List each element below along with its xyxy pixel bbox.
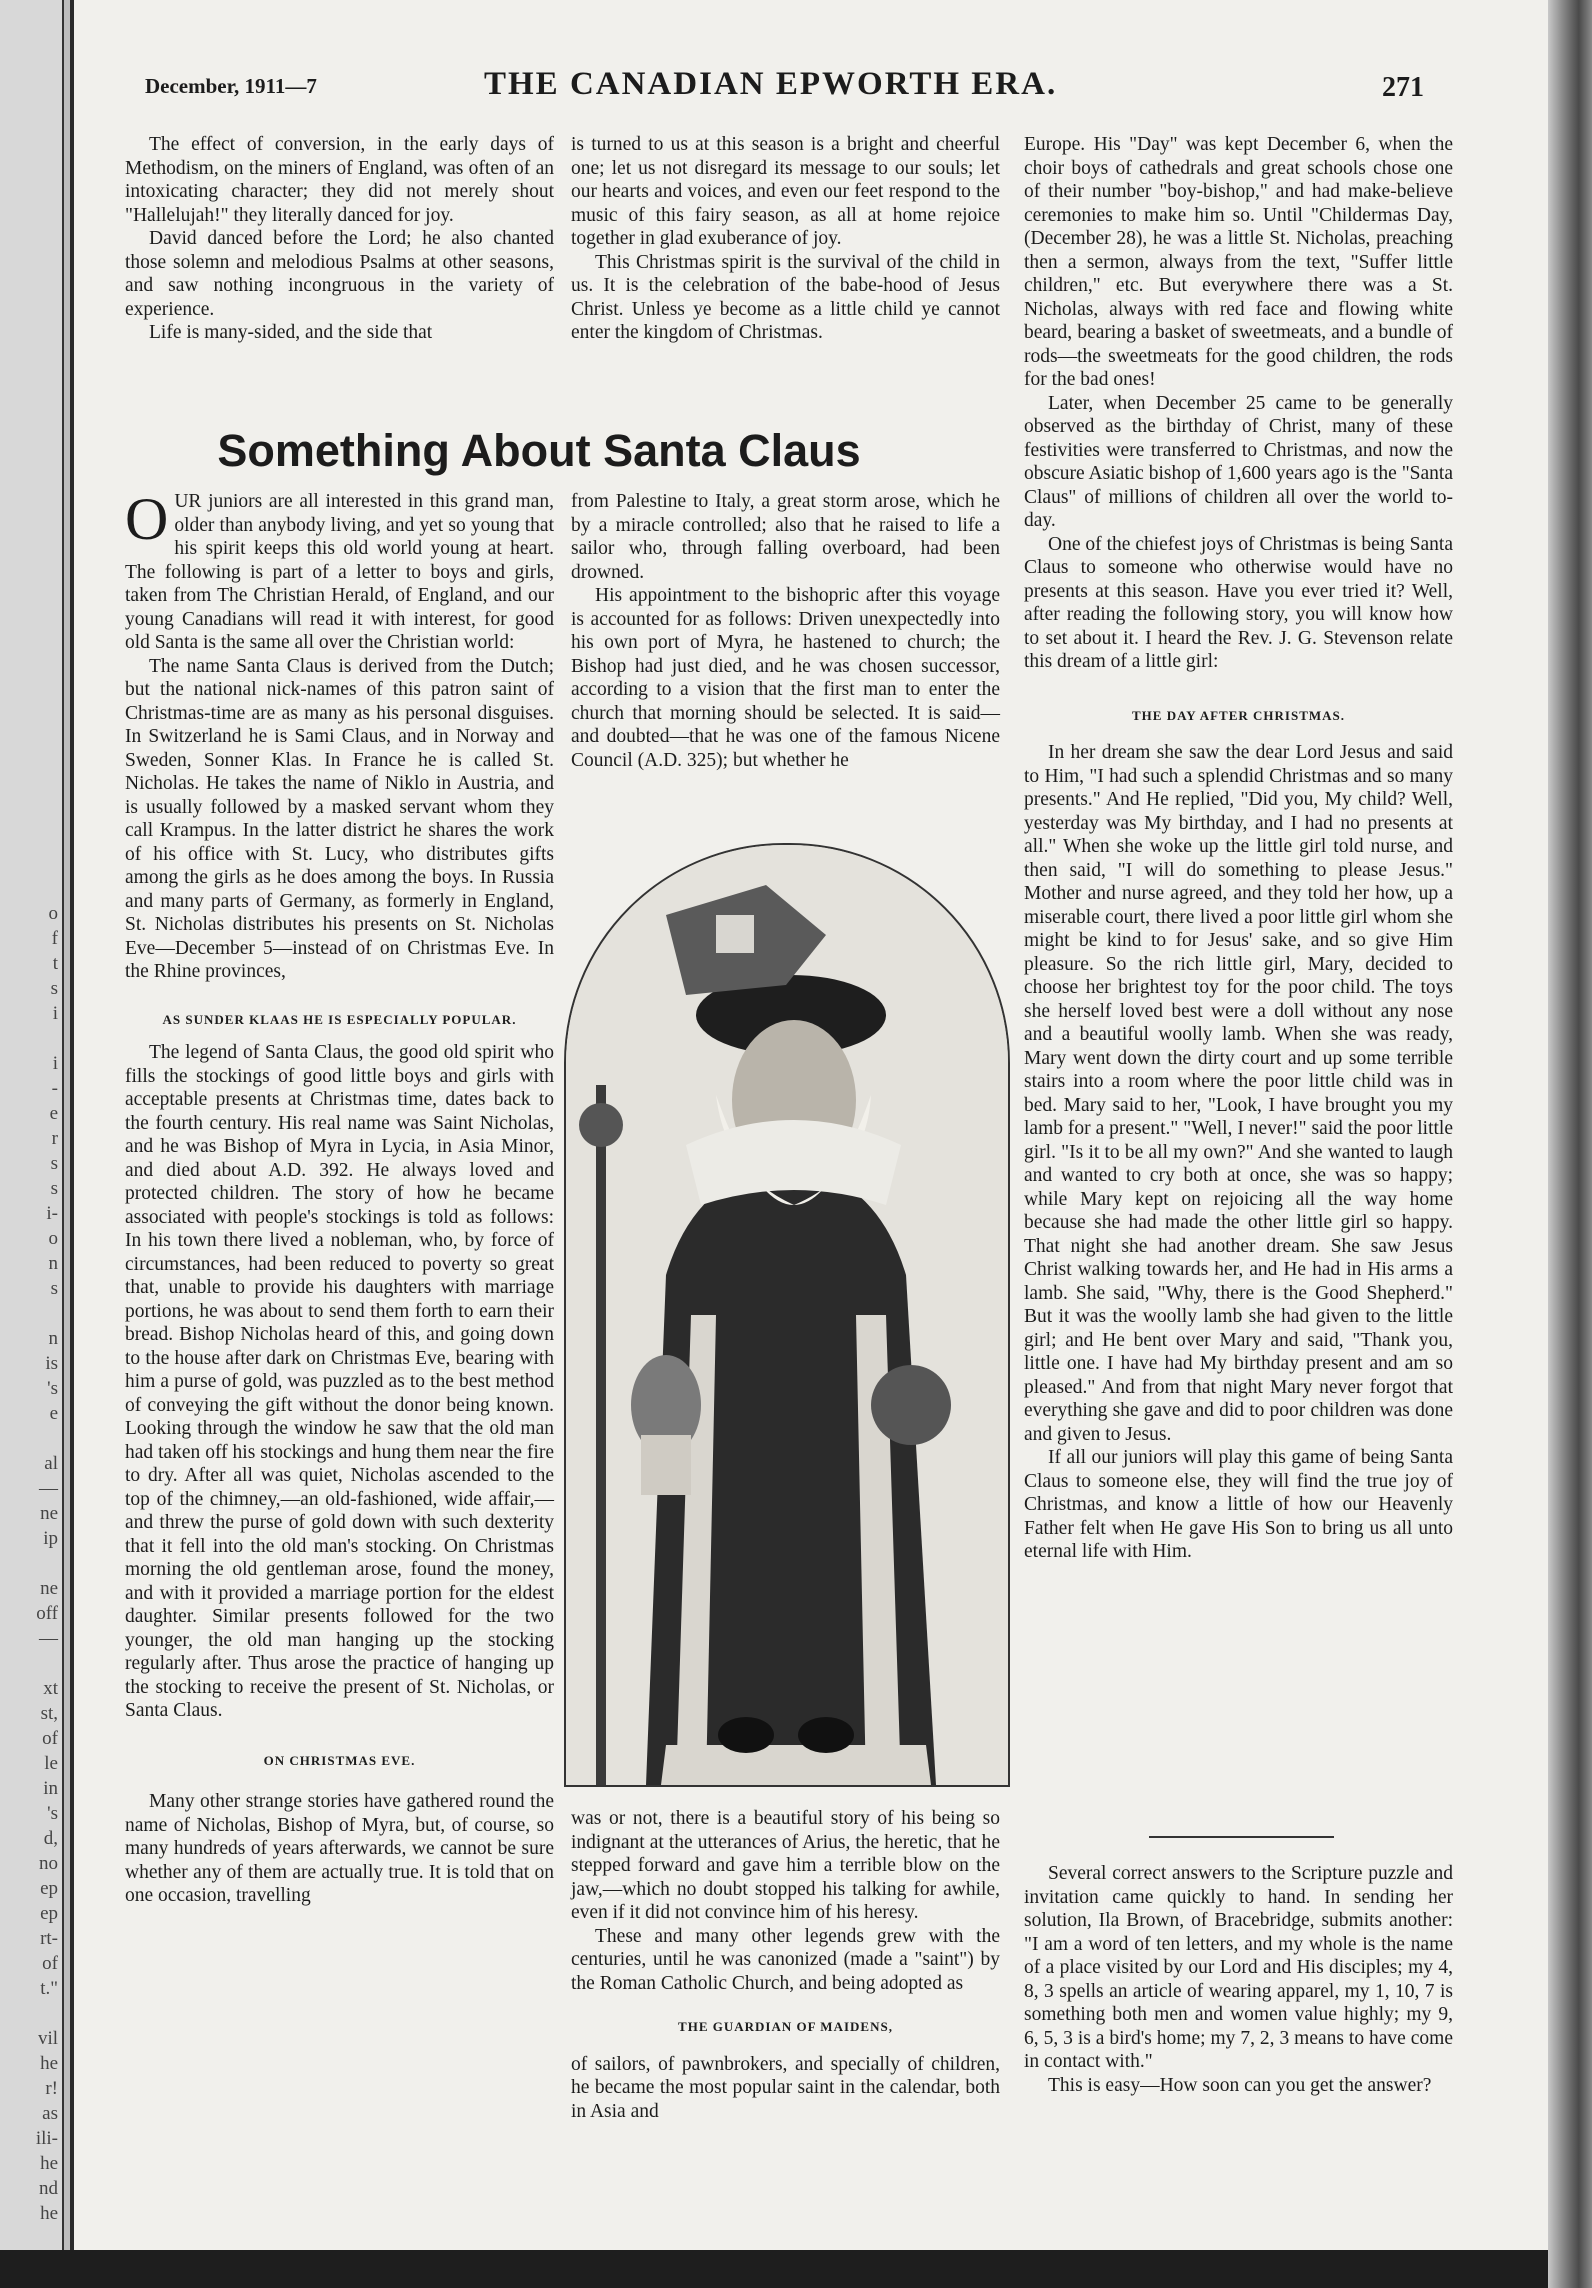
previous-page-fragment: he <box>40 2153 58 2174</box>
previous-page-fragment: ne <box>40 1578 58 1599</box>
column-1-article <box>125 486 554 1908</box>
previous-page-fragment: in <box>43 1778 58 1799</box>
column-3-puzzle <box>1024 1862 1453 2097</box>
previous-page-fragment: n <box>48 1253 58 1274</box>
previous-page-fragment: s <box>50 1278 58 1299</box>
paragraph: This is easy—How soon can you get the answer? <box>1048 2074 1432 2096</box>
previous-page-fragment: r! <box>45 2078 58 2099</box>
previous-page-fragment: xt <box>43 1678 58 1699</box>
page-binding <box>1548 0 1592 2288</box>
previous-page-fragment: 's <box>47 1803 58 1824</box>
paragraph: Many other strange stories have gathered round the name of Nicholas, Bishop of Myra, but, of course, so many hundreds of years afterwards, we cannot be sure whether any of them are actually true. It is told that on one occasion, travelling <box>125 1791 554 1906</box>
scan-border <box>0 2250 1548 2288</box>
previous-page-fragment: he <box>40 2203 58 2224</box>
previous-page-fragment: off <box>36 1603 58 1624</box>
previous-page-fragment: o <box>48 1228 58 1249</box>
column-2-article-continued <box>571 1807 1000 2123</box>
previous-page-fragment: i <box>52 1053 58 1074</box>
column-2-top <box>571 133 1000 345</box>
running-header <box>74 66 1552 110</box>
previous-page-fragment: le <box>44 1753 58 1774</box>
paragraph: from Palestine to Italy, a great storm arose, which he by a miracle controlled; also that he raised to life a sailor who, through falling overboard, had been drowned. <box>571 491 1000 583</box>
paragraph: Several correct answers to the Scripture puzzle and invitation came quickly to hand. In sending her solution, Ila Brown, of Bracebridge, submits another: "I am a word of ten letters, and my whole is the name of a place visited by our Lord and His disciples; my 4, 8, 3 spells an article of wearing apparel, my 1, 10, 7 is something both men and women value highly; my 9, 6, 5, 3 is a bird's home; my 7, 2, 3 means to have come in contact with." <box>1024 1863 1453 2072</box>
paragraph: is turned to us at this season is a bright and cheerful one; let us not disregard its message to our souls; let our hearts and voices, and even our feet respond to the music of this fairy season, as all at home rejoice together in glad exuberance of joy. <box>571 134 1000 249</box>
previous-page-fragment: is <box>45 1353 58 1374</box>
subheading: ON CHRISTMAS EVE. <box>263 1752 416 1768</box>
magazine-page <box>70 0 1552 2288</box>
previous-page-fragment: f <box>51 928 58 949</box>
previous-page-fragment: ip <box>43 1528 58 1549</box>
paragraph: Later, when December 25 came to be generally observed as the birthday of Christ, many of these festivities were transferred to Christmas, and now the obscure Asiatic bishop of 1,600 years ago is the "Santa Claus" of millions of children all over the world to-day. <box>1024 392 1453 531</box>
previous-page-fragment: ep <box>40 1878 58 1899</box>
previous-page-fragment: al <box>44 1453 58 1474</box>
previous-page-fragment: as <box>42 2103 58 2124</box>
previous-page-fragment: i <box>52 1003 58 1024</box>
paragraph: One of the chiefest joys of Christmas is being Santa Claus to someone who otherwise would have no presents at this season. Have you ever tried it? Well, after reading the following story, you will know how to set about it. I heard the Rev. J. G. Stevenson relate this dream of a little girl: <box>1024 533 1453 672</box>
previous-page-fragment: of <box>42 1728 58 1749</box>
paragraph: In her dream she saw the dear Lord Jesus and said to Him, "I had such a splendid Christmas and so many presents." And He replied, "Did you, My child? Well, yesterday was My birthday, and I had no presents at all." When she woke up the little girl told nurse, and then said, "I will do something to please Jesus." Mother and nurse agreed, and they told her how, up a miserable court, there lived a poor little girl whom she might be kind to for Jesus' sake, and so give Him pleasure. So the rich little girl, Mary, decided to choose her brightest toy for the poor child. The toys she herself loved best were a doll without any nose and a beautiful woolly lamb. When she was ready, Mary went down the dirty court and up some terrible stairs into a room where the poor little child was in bed. Mary said to her, "Look, I have brought you my lamb for a present." "Well, I never!" said the poor little girl. "Is it to be all my own?" And she wanted to laugh and wanted to cry both at once, she was so happy; while Mary kept on rejoicing all the way home because she had made the other little girl so happy. That night she had another dream. She saw Jesus Christ walking towards her, and He had in His arms a lamb. She said, "Why, there is the Good Shepherd." But it was the woolly lamb she had given to the little girl; and He bent over Mary and said, "Thank you, little one. I have had My birthday present and am so pleased." And from that night Mary never forgot that everything she gave and did to poor children was done and given to Jesus. <box>1024 742 1453 1445</box>
paragraph: If all our juniors will play this game of being Santa Claus to someone else, they will find the true joy of Christmas, and know a little of how our Heavenly Father felt when He gave His Son to bring us all unto eternal life with Him. <box>1024 1447 1453 1562</box>
column-2-article <box>571 490 1000 772</box>
previous-page-fragment: of <box>42 1953 58 1974</box>
paragraph <box>125 486 554 655</box>
previous-page-fragment: — <box>39 1628 58 1649</box>
previous-page-fragment: n <box>48 1328 58 1349</box>
previous-page-fragment: nd <box>39 2178 58 2199</box>
previous-page-fragment: — <box>39 1478 58 1499</box>
previous-page-fragment: ili- <box>35 2128 58 2149</box>
paragraph: of sailors, of pawnbrokers, and specially of children, he became the most popular saint in the calendar, both in Asia and <box>571 2053 1000 2122</box>
previous-page-fragment: e <box>49 1103 58 1124</box>
previous-page-fragment: ne <box>40 1503 58 1524</box>
santa-claus-illustration <box>564 843 1010 1787</box>
page-number: 271 <box>1382 72 1424 103</box>
column-3 <box>1024 133 1453 1564</box>
previous-page-fragment: st, <box>40 1703 58 1724</box>
previous-page-edge <box>0 0 64 2288</box>
paragraph: David danced before the Lord; he also chanted those solemn and melodious Psalms at other seasons, and saw nothing incongruous in the variety of experience. <box>125 228 554 320</box>
paragraph: The effect of conversion, in the early days of Methodism, on the miners of England, was often of an intoxicating character; they did not merely shout "Hallelujah!" they literally danced for joy. <box>125 134 554 226</box>
article-headline: Something About Santa Claus <box>217 425 861 476</box>
previous-page-fragment: s <box>50 1153 58 1174</box>
previous-page-fragment: no <box>39 1853 58 1874</box>
previous-page-fragment: he <box>40 2053 58 2074</box>
previous-page-fragment: - <box>51 1078 58 1099</box>
previous-page-fragment: r <box>51 1128 58 1149</box>
paragraph: Europe. His "Day" was kept December 6, when the choir boys of cathedrals and great schools chose one of their number "boy-bishop," and had make-believe ceremonies to make him so. Until "Childermas Day, (December 28), he was a little St. Nicholas, preaching then a sermon, always from the text, "Suffer little children," etc. But everywhere there was a St. Nicholas, always with red face and flowing white beard, bearing a basket of sweetmeats, and a bundle of rods—the sweetmeats for the good children, the rods for the bad ones! <box>1024 134 1453 390</box>
paragraph: Life is many-sided, and the side that <box>149 322 433 343</box>
previous-page-fragment: t." <box>40 1978 58 1999</box>
previous-page-fragment: rt- <box>40 1928 58 1949</box>
previous-page-fragment: e <box>49 1403 58 1424</box>
subheading: AS SUNDER KLAAS HE IS ESPECIALLY POPULAR. <box>162 1011 517 1027</box>
subheading: THE DAY AFTER CHRISTMAS. <box>1131 707 1346 723</box>
section-divider <box>1149 1836 1334 1838</box>
previous-page-fragment: s <box>50 1178 58 1199</box>
paragraph: This Christmas spirit is the survival of the child in us. It is the celebration of the babe-hood of Jesus Christ. Unless ye become as a little child ye cannot enter the kingdom of Christmas. <box>571 251 1000 343</box>
paragraph-text: UR juniors are all interested in this grand man, older than anybody living, and yet so young that his spirit keeps this old world young at heart. The following is part of a letter to boys and girls, taken from The Christian Herald, of England, and our young Canadians will read it with interest, for good old Santa is the same all over the Christian world: <box>125 491 554 653</box>
previous-page-fragment: o <box>48 903 58 924</box>
previous-page-fragment: t <box>52 953 58 974</box>
previous-page-fragment: vil <box>37 2028 58 2049</box>
previous-page-fragment: s <box>50 978 58 999</box>
drop-cap: O <box>125 486 169 552</box>
previous-page-fragment: 's <box>47 1378 58 1399</box>
paragraph: His appointment to the bishopric after this voyage is accounted for as follows: Driven unexpectedly into his own port of Myra, he hastened to church; the Bishop had just died, and he was chosen successor, according to a vision that the first man to enter the church that morning should be selected. It is said—and doubted—that he was one of the famous Nicene Council (A.D. 325); but whether he <box>571 585 1000 771</box>
previous-page-fragment: ep <box>40 1903 58 1924</box>
paragraph: The legend of Santa Claus, the good old spirit who fills the stockings of good little boys and girls with acceptable presents at Christmas time, dates back to the fourth century. His real name was Saint Nicholas, and he was Bishop of Myra in Lycia, in Asia Minor, and died about A.D. 392. He always loved and protected children. The story of how he became associated with people's stockings is told as follows: In his town there lived a nobleman, who, by force of circumstances, had been reduced to poverty so great that, unable to provide his daughters with marriage portions, he was about to send them forth to earn their bread. Bishop Nicholas heard of this, and going down to the house after dark on Christmas Eve, bearing with him a purse of gold, was puzzled as to the best method of conveying the gift without the donor being known. Looking through the window he saw that the old man had taken off his stockings and hung them near the fire to dry. After all was quiet, Nicholas ascended to the top of the chimney,—an old-fashioned, wide affair,—and threw the purse of gold down with such dexterity that it fell into the old man's stocking. On Christmas morning the old gentleman arose, found the money, and with it provided a marriage portion for the eldest daughter. Similar presents followed for the two younger, the old man hanging up the stocking regularly after. Thus arose the practice of hanging up the stocking to receive the present of St. Nicholas, or Santa Claus. <box>125 1042 554 1721</box>
paragraph: The name Santa Claus is derived from the Dutch; but the national nick-names of this patron saint of Christmas-time are as many as his personal disguises. In Switzerland he is Sami Claus, and in Norway and Sweden, Sonner Klas. In France he is called St. Nicholas. He takes the name of Niklo in Austria, and is usually followed by a masked servant whom they call Krampus. In the latter district he shares the work of his office with St. Lucy, who distributes gifts among the girls as he does among the boys. In Russia and many parts of Germany, as formerly in England, St. Nicholas distributes his presents on St. Nicholas Eve—December 5—instead of on Christmas Eve. In the Rhine provinces, <box>125 655 554 982</box>
column-1-top <box>125 133 554 345</box>
previous-page-fragment: i- <box>46 1203 58 1224</box>
paragraph: These and many other legends grew with the centuries, until he was canonized (made a "saint") by the Roman Catholic Church, and being adopted as <box>571 1925 1000 1994</box>
header-date: December, 1911—7 <box>145 74 317 98</box>
subheading: THE GUARDIAN OF MAIDENS, <box>678 2019 893 2034</box>
previous-page-fragment: d, <box>43 1828 58 1849</box>
paragraph: was or not, there is a beautiful story of his being so indignant at the utterances of Arius, the heretic, that he stepped forward and gave him a terrible blow on the jaw,—which no doubt stopped his talking for awhile, even if it did not convince him of his heresy. <box>571 1808 1000 1923</box>
magazine-title: THE CANADIAN EPWORTH ERA. <box>484 66 1058 102</box>
